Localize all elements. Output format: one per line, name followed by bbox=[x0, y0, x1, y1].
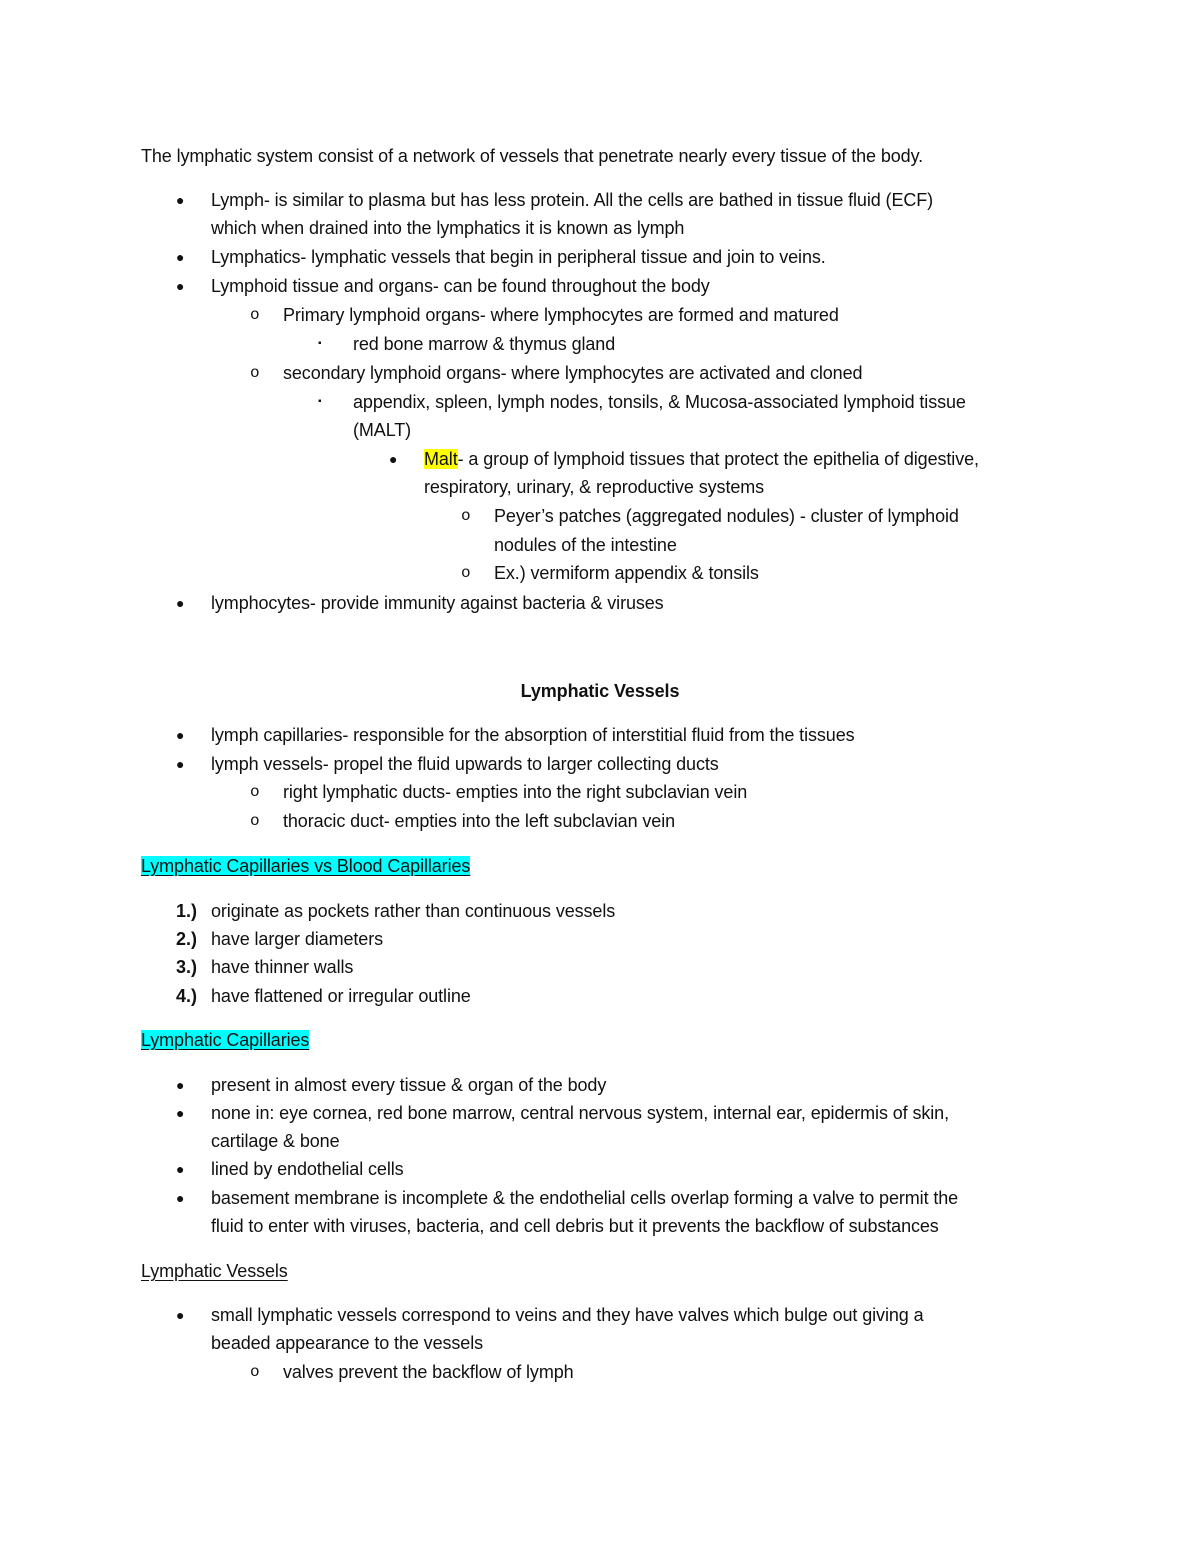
list-number: 3.) bbox=[176, 957, 198, 977]
lymph-capillaries-item: lymph capillaries- responsible for the absorption of interstitial fluid from the tissues bbox=[211, 725, 855, 745]
none-in-item-line1: none in: eye cornea, red bone marrow, central nervous system, internal ear, epidermis of skin, bbox=[211, 1103, 949, 1123]
secondary-organs-item: secondary lymphoid organs- where lymphocytes are activated and cloned bbox=[283, 363, 863, 383]
bullet: ▪ bbox=[318, 396, 322, 407]
comparison-item: originate as pockets rather than continuous vessels bbox=[211, 901, 616, 921]
bullet: o bbox=[250, 306, 260, 324]
small-vessels-item-line2: beaded appearance to the vessels bbox=[211, 1333, 484, 1353]
lymph-item-line1: Lymph- is similar to plasma but has less protein. All the cells are bathed in tissue fluid (ECF) bbox=[211, 190, 934, 210]
intro-paragraph: The lymphatic system consist of a network of vessels that penetrate nearly every tissue of the body. bbox=[141, 146, 924, 166]
bullet: o bbox=[250, 364, 260, 382]
lymph-item-line2: which when drained into the lymphatics it is known as lymph bbox=[211, 218, 685, 238]
primary-organs-item: Primary lymphoid organs- where lymphocytes are formed and matured bbox=[283, 305, 839, 325]
secondary-organs-example-line1: appendix, spleen, lymph nodes, tonsils, & Mucosa-associated lymphoid tissue bbox=[353, 392, 966, 412]
bullet: o bbox=[461, 507, 471, 525]
bullet: ● bbox=[176, 1161, 185, 1177]
malt-highlighted-term: Malt bbox=[424, 449, 458, 469]
malt-item-line2: respiratory, urinary, & reproductive systems bbox=[424, 477, 765, 497]
section-heading-comparison: Lymphatic Capillaries vs Blood Capillaries bbox=[141, 856, 471, 876]
bullet: ● bbox=[176, 1190, 185, 1206]
list-number: 2.) bbox=[176, 929, 198, 949]
section-heading-lymphatic-capillaries: Lymphatic Capillaries bbox=[141, 1030, 310, 1050]
bullet: ● bbox=[176, 1307, 185, 1323]
bullet: ● bbox=[176, 192, 185, 208]
bullet: ● bbox=[176, 249, 185, 265]
valves-item: valves prevent the backflow of lymph bbox=[283, 1362, 574, 1382]
lymphatics-item: Lymphatics- lymphatic vessels that begin in peripheral tissue and join to veins. bbox=[211, 247, 826, 267]
lymphoid-item: Lymphoid tissue and organs- can be found throughout the body bbox=[211, 276, 710, 296]
list-number: 4.) bbox=[176, 986, 198, 1006]
bullet: o bbox=[461, 564, 471, 582]
basement-item-line1: basement membrane is incomplete & the endothelial cells overlap forming a valve to permit the bbox=[211, 1188, 959, 1208]
thoracic-duct-item: thoracic duct- empties into the left subclavian vein bbox=[283, 811, 676, 831]
bullet: ● bbox=[176, 595, 185, 611]
bullet: o bbox=[250, 812, 260, 830]
section-heading-lymphatic-vessels: Lymphatic Vessels bbox=[520, 681, 680, 701]
section-heading-lymphatic-vessels-2: Lymphatic Vessels bbox=[141, 1261, 288, 1281]
example-item: Ex.) vermiform appendix & tonsils bbox=[494, 563, 759, 583]
bullet: o bbox=[250, 783, 260, 801]
peyer-item-line2: nodules of the intestine bbox=[494, 535, 677, 555]
peyer-item-line1: Peyer’s patches (aggregated nodules) - cluster of lymphoid bbox=[494, 506, 959, 526]
small-vessels-item-line1: small lymphatic vessels correspond to veins and they have valves which bulge out giving a bbox=[211, 1305, 924, 1325]
secondary-organs-example-line2: (MALT) bbox=[353, 420, 412, 440]
right-duct-item: right lymphatic ducts- empties into the right subclavian vein bbox=[283, 782, 748, 802]
bullet: o bbox=[250, 1363, 260, 1381]
bullet: ● bbox=[389, 451, 398, 467]
bullet: ▪ bbox=[318, 338, 322, 349]
bullet: ● bbox=[176, 1077, 185, 1093]
bullet: ● bbox=[176, 727, 185, 743]
bullet: ● bbox=[176, 1105, 185, 1121]
comparison-item: have flattened or irregular outline bbox=[211, 986, 471, 1006]
none-in-item-line2: cartilage & bone bbox=[211, 1131, 340, 1151]
lymphocytes-item: lymphocytes- provide immunity against bacteria & viruses bbox=[211, 593, 664, 613]
bullet: ● bbox=[176, 278, 185, 294]
basement-item-line2: fluid to enter with viruses, bacteria, and cell debris but it prevents the backflow of substances bbox=[211, 1216, 939, 1236]
list-number: 1.) bbox=[176, 901, 198, 921]
comparison-item: have larger diameters bbox=[211, 929, 383, 949]
primary-organs-example: red bone marrow & thymus gland bbox=[353, 334, 616, 354]
present-item: present in almost every tissue & organ of the body bbox=[211, 1075, 607, 1095]
bullet: ● bbox=[176, 756, 185, 772]
malt-item-line1: Malt- a group of lymphoid tissues that protect the epithelia of digestive, bbox=[424, 449, 979, 469]
lined-item: lined by endothelial cells bbox=[211, 1159, 404, 1179]
lymph-vessels-item: lymph vessels- propel the fluid upwards to larger collecting ducts bbox=[211, 754, 719, 774]
comparison-item: have thinner walls bbox=[211, 957, 354, 977]
